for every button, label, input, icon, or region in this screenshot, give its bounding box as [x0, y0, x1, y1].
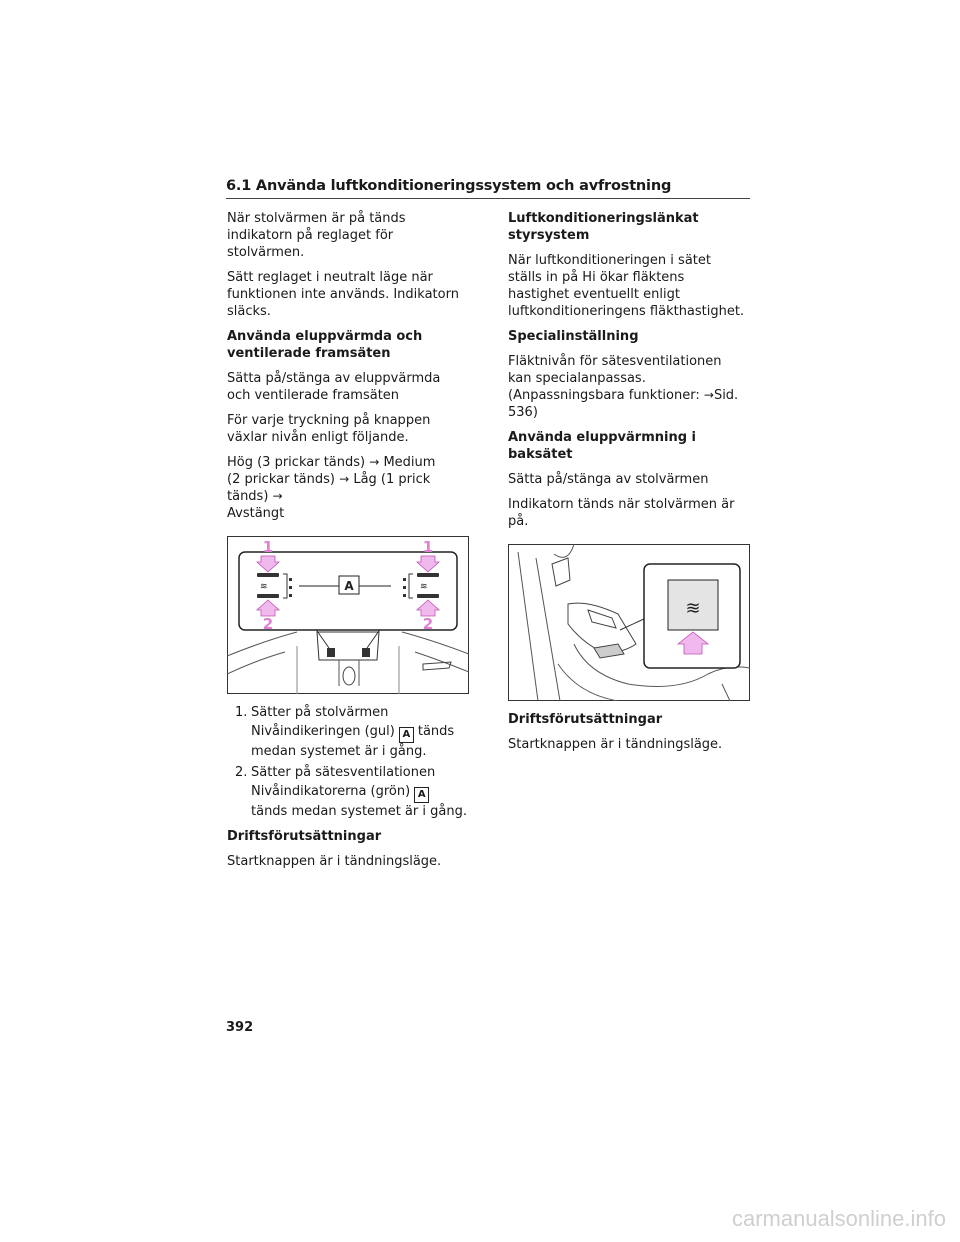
level-medium-detail: (2 prickar tänds): [227, 472, 335, 487]
special-text: Fläktnivån för sätesventilationen kan specialanpassas. (Anpassningsbara funktioner:: [508, 354, 722, 403]
svg-text:≋: ≋: [420, 582, 428, 592]
callout-a: A: [344, 579, 354, 593]
paragraph-special-setting: [508, 353, 748, 421]
paragraph-rear-toggle: Sätta på/stänga av stolvärmen: [508, 472, 709, 487]
step-item: [227, 704, 467, 760]
right-column: [508, 210, 748, 761]
arrow-icon: →: [369, 455, 380, 469]
svg-text:≋: ≋: [260, 582, 268, 592]
paragraph-levels: [227, 454, 467, 522]
callout-2-right: 2: [422, 615, 434, 633]
watermark: carmanualsonline.info: [731, 1206, 946, 1231]
step-detail-after: tänds medan systemet är i gång.: [251, 724, 455, 759]
step-item: [227, 764, 467, 820]
paragraph-indicator-on: När stolvärmen är på tänds indikatorn på reglaget för stolvärmen.: [227, 211, 406, 260]
svg-text:≋: ≋: [685, 598, 701, 619]
steps-list: [227, 704, 467, 820]
section-title: 6.1 Använda luftkonditioneringssystem och avfrostning: [226, 178, 750, 199]
step-title: Sätter på sätesventilationen: [251, 765, 436, 780]
heading-rear-seat: Använda eluppvärmning i baksätet: [508, 430, 697, 462]
step-detail: Nivåindikeringen (gul): [251, 724, 395, 739]
arrow-icon: →: [272, 489, 283, 503]
level-low: Låg (1 prick tänds): [227, 472, 431, 504]
heading-conditions: Driftsförutsättningar: [508, 712, 663, 727]
callout-2-left: 2: [262, 615, 274, 633]
paragraph-neutral: Sätt reglaget i neutralt läge när funktionen inte används. Indikatorn släcks.: [227, 270, 459, 319]
paragraph-conditions: Startknappen är i tändningsläge.: [227, 854, 442, 869]
indicator-a-badge: A: [414, 787, 429, 803]
heading-linked-system: Luftkonditioneringslänkat styrsystem: [508, 211, 699, 243]
step-detail-after: tänds medan systemet är i gång.: [251, 804, 467, 819]
front-seat-switch-figure: [227, 536, 469, 694]
heading-front-seats: Använda eluppvärmda och ventilerade framsäten: [227, 329, 423, 361]
page-reference-link[interactable]: Sid. 536): [508, 388, 739, 420]
page-number: 392: [226, 1020, 254, 1035]
paragraph-conditions: Startknappen är i tändningsläge.: [508, 737, 723, 752]
paragraph-linked-system: När luftkonditioneringen i sätet ställs in på Hi ökar fläktens hastighet eventuellt enligt luftkonditioneringens fläkthastighet.: [508, 253, 745, 319]
heading-special-setting: Specialinställning: [508, 329, 639, 344]
level-medium: Medium: [383, 455, 436, 470]
level-high: Hög (3 prickar tänds): [227, 455, 366, 470]
callout-1-left: 1: [262, 538, 274, 556]
step-detail: Nivåindikatorerna (grön): [251, 784, 411, 799]
rear-seat-switch-figure: [508, 544, 750, 701]
paragraph-toggle-front: Sätta på/stänga av eluppvärmda och ventilerade framsäten: [227, 371, 441, 403]
step-number: 1.: [235, 705, 248, 720]
paragraph-each-press: För varje tryckning på knappen växlar nivån enligt följande.: [227, 413, 431, 445]
left-column: [227, 210, 467, 878]
arrow-icon: →: [703, 388, 714, 402]
paragraph-rear-indicator: Indikatorn tänds när stolvärmen är på.: [508, 497, 735, 529]
step-number: 2.: [235, 765, 248, 780]
heading-conditions: Driftsförutsättningar: [227, 829, 382, 844]
callout-1-right: 1: [422, 538, 434, 556]
step-title: Sätter på stolvärmen: [251, 705, 389, 720]
indicator-a-badge: A: [399, 727, 414, 743]
level-off: Avstängt: [227, 506, 285, 521]
arrow-icon: →: [339, 472, 350, 486]
